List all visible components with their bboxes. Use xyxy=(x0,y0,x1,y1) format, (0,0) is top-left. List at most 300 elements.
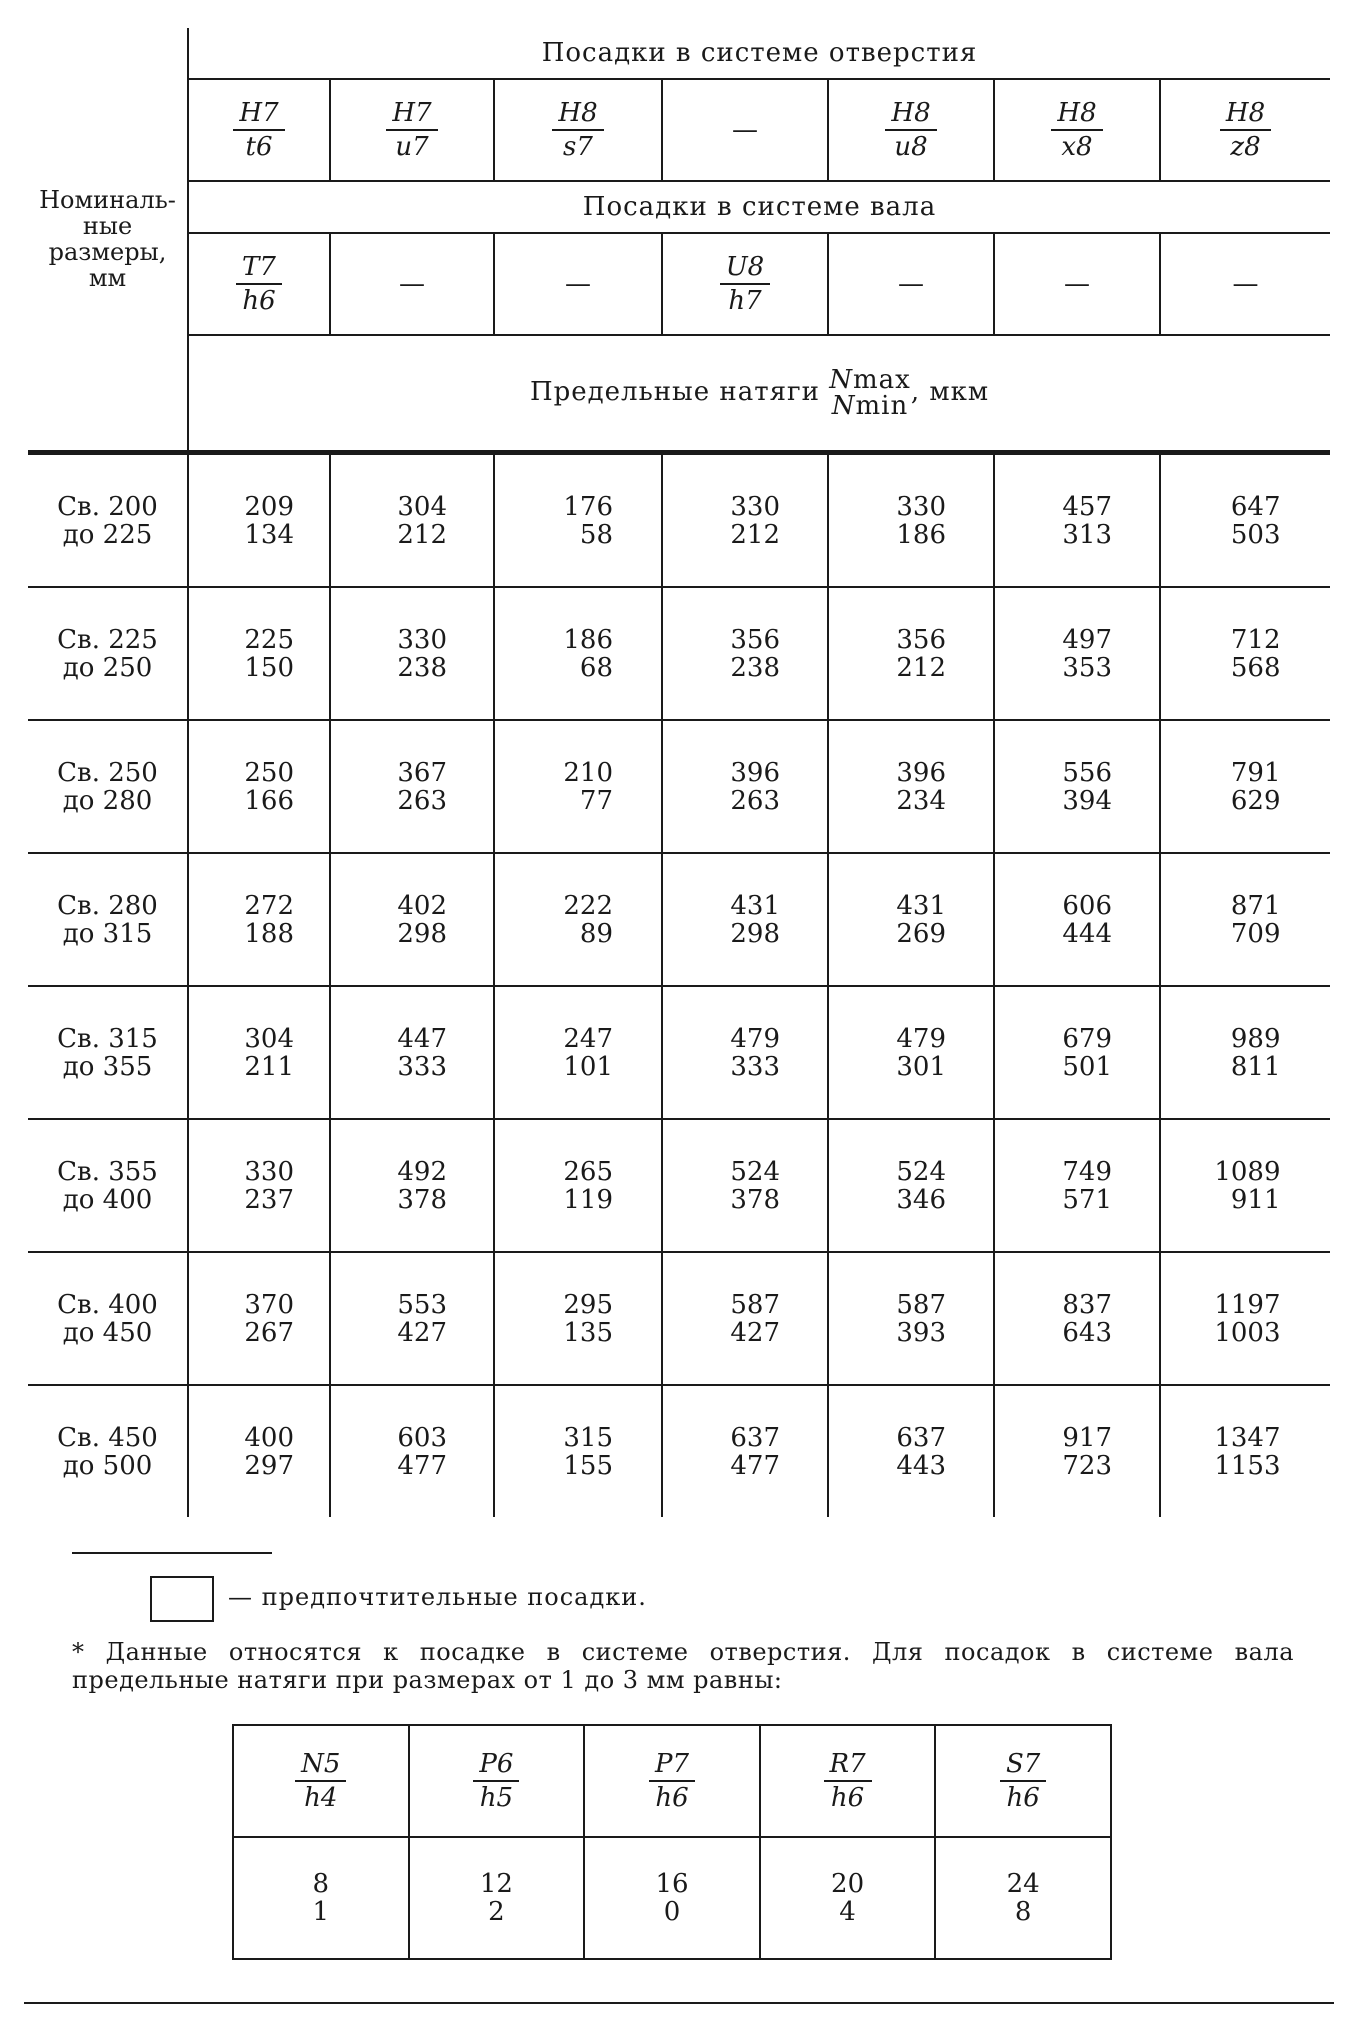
fit-fraction xyxy=(295,1750,346,1812)
n-max-value: 225 xyxy=(244,624,294,655)
fit-shaft-tolerance: s7 xyxy=(563,132,593,162)
size-from: Св. 450 xyxy=(57,1422,158,1453)
n-max-value: 402 xyxy=(397,890,447,921)
n-max-value: 396 xyxy=(896,757,946,788)
n-min-value: 166 xyxy=(244,785,294,816)
size-to: до 400 xyxy=(62,1184,153,1215)
interference-cell xyxy=(1160,853,1330,986)
n-max-value: 247 xyxy=(563,1023,613,1054)
n-min-label: min xyxy=(855,391,909,421)
fit-shaft-tolerance: h6 xyxy=(655,1783,689,1813)
n-min-value: 393 xyxy=(896,1317,946,1348)
interference-cell xyxy=(994,1385,1160,1517)
n-max-value: 553 xyxy=(397,1289,447,1320)
small-value-cell xyxy=(584,1837,760,1959)
n-min-value: 188 xyxy=(244,918,294,949)
size-range-cell xyxy=(28,587,188,720)
small-table-header-row xyxy=(233,1725,1111,1837)
table-row xyxy=(28,453,1330,588)
n-max-value: 1089 xyxy=(1214,1156,1281,1187)
n-min-value: 709 xyxy=(1230,918,1281,949)
size-to: до 500 xyxy=(62,1450,153,1481)
n-min-value: 643 xyxy=(1062,1317,1112,1348)
interference-cell xyxy=(330,1385,494,1517)
n-min-value: 911 xyxy=(1230,1184,1281,1215)
interference-cell xyxy=(494,1119,662,1252)
n-min-value: 378 xyxy=(397,1184,447,1215)
n-max-value: 524 xyxy=(896,1156,946,1187)
fit-fraction xyxy=(552,99,603,161)
n-max-value: 679 xyxy=(1062,1023,1112,1054)
n-min-value: 4 xyxy=(839,1897,856,1927)
interference-cell xyxy=(828,1119,994,1252)
n-min-value: 301 xyxy=(896,1051,946,1082)
fit-hole-tolerance: R7 xyxy=(824,1750,872,1782)
small-value-cell xyxy=(760,1837,936,1959)
n-min-value: 68 xyxy=(579,652,613,683)
n-max-value: 12 xyxy=(479,1869,513,1899)
n-max-value: 917 xyxy=(1062,1422,1112,1453)
limits-title xyxy=(188,335,1330,453)
hole-fit-cell xyxy=(330,79,494,181)
n-max-value: 330 xyxy=(730,491,780,522)
fit-shaft-tolerance: h7 xyxy=(728,286,762,316)
n-max-value: 989 xyxy=(1230,1023,1281,1054)
n-max-value: 497 xyxy=(1062,624,1112,655)
n-max-value: 330 xyxy=(244,1156,294,1187)
interference-cell xyxy=(1160,1252,1330,1385)
small-value-cell xyxy=(409,1837,585,1959)
interference-cell xyxy=(330,720,494,853)
n-max-value: 396 xyxy=(730,757,780,788)
interference-cell xyxy=(828,1385,994,1517)
fit-shaft-tolerance: h6 xyxy=(1006,1783,1040,1813)
fit-hole-tolerance: P6 xyxy=(473,1750,519,1782)
interference-cell xyxy=(1160,1385,1330,1517)
interference-cell xyxy=(662,986,828,1119)
n-max-value: 587 xyxy=(730,1289,780,1320)
n-max-value: 16 xyxy=(655,1869,689,1899)
interference-cell xyxy=(994,1119,1160,1252)
n-min-value: 186 xyxy=(896,519,946,550)
fit-fraction xyxy=(649,1750,695,1812)
n-min-value: 723 xyxy=(1062,1450,1112,1481)
size-to: до 355 xyxy=(62,1051,153,1082)
empty-fit-dash: — xyxy=(1232,269,1259,299)
nominal-size-header xyxy=(28,28,188,453)
empty-fit-dash: — xyxy=(732,115,758,145)
interference-cell xyxy=(662,453,828,588)
n-max-value: 315 xyxy=(563,1422,613,1453)
n-min-value: 2 xyxy=(488,1897,505,1927)
interference-cell xyxy=(494,986,662,1119)
n-max-value: 587 xyxy=(896,1289,946,1320)
n-max-value: 304 xyxy=(397,491,447,522)
interference-cell xyxy=(662,1119,828,1252)
interference-cell xyxy=(1160,587,1330,720)
size-from: Св. 355 xyxy=(57,1156,158,1187)
size-from: Св. 280 xyxy=(57,890,158,921)
shaft-fit-cell xyxy=(828,233,994,335)
n-min-value: 346 xyxy=(896,1184,946,1215)
shaft-system-small-table xyxy=(232,1724,1112,1960)
fit-shaft-tolerance: h4 xyxy=(304,1783,338,1813)
n-min-value: 333 xyxy=(730,1051,780,1082)
n-min-value: 150 xyxy=(244,652,294,683)
small-table-values-row xyxy=(233,1837,1111,1959)
shaft-fit-cell xyxy=(662,233,828,335)
interference-cell xyxy=(662,587,828,720)
interference-cell xyxy=(494,720,662,853)
n-min-value: 444 xyxy=(1062,918,1112,949)
limits-unit: , мкм xyxy=(910,377,990,407)
n-max-value: 603 xyxy=(397,1422,447,1453)
fit-hole-tolerance: H8 xyxy=(885,99,936,131)
n-max-value: 330 xyxy=(896,491,946,522)
size-range-cell xyxy=(28,1119,188,1252)
size-to: до 450 xyxy=(62,1317,153,1348)
interference-cell xyxy=(330,853,494,986)
table-row xyxy=(28,720,1330,853)
n-min-value: 1153 xyxy=(1214,1450,1281,1481)
fit-fraction xyxy=(720,253,770,315)
fit-fraction xyxy=(1000,1750,1046,1812)
n-max-value: 176 xyxy=(563,491,613,522)
n-min-value: 101 xyxy=(563,1051,613,1082)
hole-system-title: Посадки в системе отверстия xyxy=(188,28,1330,79)
n-max-value: 524 xyxy=(730,1156,780,1187)
n-max-value: 8 xyxy=(312,1869,330,1899)
n-min-value: 353 xyxy=(1062,652,1112,683)
legend-text: — предпочтительные посадки. xyxy=(228,1583,647,1611)
n-max-value: 209 xyxy=(244,491,294,522)
n-min-value: 298 xyxy=(730,918,780,949)
n-max-value: 871 xyxy=(1230,890,1281,921)
interference-cell xyxy=(188,986,330,1119)
size-range-cell xyxy=(28,1252,188,1385)
small-value-cell xyxy=(233,1837,409,1959)
n-max-value: 304 xyxy=(244,1023,294,1054)
fit-hole-tolerance: H7 xyxy=(386,99,437,131)
fit-fraction xyxy=(473,1750,519,1812)
shaft-fit-cell xyxy=(494,233,662,335)
n-min-value: 269 xyxy=(896,918,946,949)
footnote-rule xyxy=(72,1552,272,1554)
table-row xyxy=(28,1119,1330,1252)
interference-cell xyxy=(994,587,1160,720)
size-from: Св. 400 xyxy=(57,1289,158,1320)
n-max-value: 492 xyxy=(397,1156,447,1187)
fit-fraction xyxy=(236,253,282,315)
n-min-value: 443 xyxy=(896,1450,946,1481)
n-max-value: 370 xyxy=(244,1289,294,1320)
size-to: до 250 xyxy=(62,652,153,683)
fit-hole-tolerance: S7 xyxy=(1000,1750,1046,1782)
small-fit-cell xyxy=(584,1725,760,1837)
n-max-value: 367 xyxy=(397,757,447,788)
n-min-value: 212 xyxy=(730,519,780,550)
interference-cell xyxy=(188,1252,330,1385)
table-row xyxy=(28,1385,1330,1517)
shaft-fit-cell xyxy=(330,233,494,335)
n-min-value: 8 xyxy=(1014,1897,1032,1927)
preferred-fit-box-symbol xyxy=(150,1576,214,1622)
interference-cell xyxy=(188,587,330,720)
nominal-label-line: мм xyxy=(88,264,127,292)
size-range-cell xyxy=(28,720,188,853)
size-to: до 280 xyxy=(62,785,153,816)
n-max-value: 556 xyxy=(1062,757,1112,788)
footnote: * Данные относятся к посадке в системе отверстия. Для посадок в системе вала предельные натяги при размерах от 1 до 3 мм равны: xyxy=(72,1638,1294,1694)
hole-fit-cell xyxy=(828,79,994,181)
interference-cell xyxy=(994,453,1160,588)
n-max-value: 272 xyxy=(244,890,294,921)
n-min-value: 0 xyxy=(663,1897,681,1927)
interference-cell xyxy=(494,1252,662,1385)
fit-fraction xyxy=(386,99,437,161)
n-max-value: 479 xyxy=(896,1023,946,1054)
n-max-value: 265 xyxy=(563,1156,613,1187)
n-max-value: 837 xyxy=(1062,1289,1112,1320)
fit-hole-tolerance: H8 xyxy=(1220,99,1271,131)
n-min-value: 58 xyxy=(579,519,613,550)
table-row xyxy=(28,1252,1330,1385)
interference-cell xyxy=(494,587,662,720)
n-min-value: 427 xyxy=(730,1317,780,1348)
n-min-value: 313 xyxy=(1062,519,1112,550)
n-max-value: 1197 xyxy=(1214,1289,1281,1320)
n-max-value: 431 xyxy=(896,890,946,921)
n-max-value: 400 xyxy=(244,1422,294,1453)
fit-fraction xyxy=(1220,99,1271,161)
interference-cell xyxy=(330,986,494,1119)
n-max-value: 431 xyxy=(730,890,780,921)
size-range-cell xyxy=(28,453,188,588)
n-max-label: max xyxy=(852,365,911,395)
data-body xyxy=(28,453,1330,1518)
table-row xyxy=(28,986,1330,1119)
interference-cell xyxy=(188,1119,330,1252)
fit-fraction xyxy=(824,1750,872,1812)
n-min-value: 501 xyxy=(1062,1051,1112,1082)
fit-hole-tolerance: N5 xyxy=(295,1750,346,1782)
interference-cell xyxy=(994,853,1160,986)
fit-fraction xyxy=(1051,99,1102,161)
interference-cell xyxy=(188,453,330,588)
n-max-value: 637 xyxy=(730,1422,780,1453)
n-min-value: 135 xyxy=(563,1317,613,1348)
fit-shaft-tolerance: u7 xyxy=(395,132,429,162)
interference-cell xyxy=(662,1252,828,1385)
empty-fit-dash: — xyxy=(898,269,924,299)
empty-fit-dash: — xyxy=(1064,269,1090,299)
fit-hole-tolerance: H8 xyxy=(552,99,603,131)
n-max-value: 330 xyxy=(397,624,447,655)
fit-shaft-tolerance: z8 xyxy=(1230,132,1261,162)
interference-cell xyxy=(330,587,494,720)
fit-shaft-tolerance: t6 xyxy=(245,132,273,162)
n-min-value: 263 xyxy=(397,785,447,816)
n-min-value: 155 xyxy=(563,1450,613,1481)
nominal-label-line: ные xyxy=(82,212,133,240)
interference-cell xyxy=(330,453,494,588)
n-max-value: 637 xyxy=(896,1422,946,1453)
n-max-value: 712 xyxy=(1230,624,1281,655)
n-max-value: 356 xyxy=(896,624,946,655)
interference-cell xyxy=(1160,986,1330,1119)
n-min-value: 571 xyxy=(1062,1184,1112,1215)
n-symbol: N xyxy=(831,391,856,421)
n-min-value: 237 xyxy=(244,1184,294,1215)
n-min-value: 629 xyxy=(1230,785,1281,816)
n-max-value: 210 xyxy=(563,757,613,788)
interference-cell xyxy=(494,453,662,588)
fit-hole-tolerance: U8 xyxy=(720,253,770,285)
hole-fits-row xyxy=(28,79,1330,181)
size-to: до 315 xyxy=(62,918,153,949)
interference-cell xyxy=(828,453,994,588)
n-min-value: 503 xyxy=(1230,519,1281,550)
n-max-value: 647 xyxy=(1230,491,1281,522)
n-min-value: 134 xyxy=(244,519,294,550)
n-min-value: 333 xyxy=(397,1051,447,1082)
n-min-value: 212 xyxy=(397,519,447,550)
interference-cell xyxy=(494,853,662,986)
fit-fraction xyxy=(885,99,936,161)
interference-cell xyxy=(1160,720,1330,853)
n-max-value: 186 xyxy=(563,624,613,655)
nominal-label-line: размеры, xyxy=(48,238,167,266)
interference-cell xyxy=(1160,1119,1330,1252)
size-range-cell xyxy=(28,853,188,986)
size-from: Св. 250 xyxy=(57,757,158,788)
fit-shaft-tolerance: u8 xyxy=(894,132,928,162)
interference-cell xyxy=(330,1119,494,1252)
small-value-cell xyxy=(935,1837,1111,1959)
n-min-value: 238 xyxy=(397,652,447,683)
n-min-value: 119 xyxy=(563,1184,613,1215)
n-min-value: 298 xyxy=(397,918,447,949)
n-min-value: 811 xyxy=(1230,1051,1281,1082)
n-max-value: 457 xyxy=(1062,491,1112,522)
empty-fit-dash: — xyxy=(565,269,591,299)
fit-hole-tolerance: H7 xyxy=(233,99,284,131)
limits-title-text: Предельные натяги xyxy=(529,377,820,407)
n-min-value: 238 xyxy=(730,652,780,683)
hole-fit-cell xyxy=(1160,79,1330,181)
n-max-value: 356 xyxy=(730,624,780,655)
hole-fit-cell xyxy=(494,79,662,181)
n-max-value: 24 xyxy=(1006,1869,1040,1899)
interference-cell xyxy=(330,1252,494,1385)
interference-cell xyxy=(188,720,330,853)
shaft-fit-cell xyxy=(188,233,330,335)
n-min-value: 477 xyxy=(397,1450,447,1481)
interference-cell xyxy=(662,720,828,853)
shaft-fits-row xyxy=(28,233,1330,335)
n-min-value: 477 xyxy=(730,1450,780,1481)
fit-hole-tolerance: P7 xyxy=(649,1750,695,1782)
interference-cell xyxy=(662,853,828,986)
interference-cell xyxy=(1160,453,1330,588)
n-min-value: 1003 xyxy=(1214,1317,1281,1348)
n-symbol: N xyxy=(829,365,853,395)
n-min-value: 568 xyxy=(1230,652,1281,683)
n-min-value: 263 xyxy=(730,785,780,816)
fit-shaft-tolerance: x8 xyxy=(1061,132,1093,162)
interference-cell xyxy=(828,720,994,853)
n-min-value: 212 xyxy=(896,652,946,683)
interference-cell xyxy=(994,720,1160,853)
fit-shaft-tolerance: h6 xyxy=(830,1783,865,1813)
interference-cell xyxy=(662,1385,828,1517)
size-from: Св. 200 xyxy=(57,491,158,522)
size-from: Св. 315 xyxy=(57,1023,158,1054)
n-min-value: 1 xyxy=(312,1897,330,1927)
interference-cell xyxy=(828,587,994,720)
fit-fraction xyxy=(233,99,284,161)
small-fit-cell xyxy=(935,1725,1111,1837)
nominal-label-line: Номиналь- xyxy=(39,186,176,214)
n-min-value: 211 xyxy=(244,1051,294,1082)
interference-cell xyxy=(994,986,1160,1119)
interference-cell xyxy=(828,986,994,1119)
table-row xyxy=(28,853,1330,986)
fit-hole-tolerance: T7 xyxy=(236,253,282,285)
fit-hole-tolerance: H8 xyxy=(1051,99,1102,131)
n-max-value: 20 xyxy=(831,1869,865,1899)
interference-cell xyxy=(828,853,994,986)
n-max-value: 222 xyxy=(563,890,613,921)
empty-fit-dash: — xyxy=(399,269,425,299)
n-min-value: 234 xyxy=(896,785,946,816)
shaft-fit-cell xyxy=(1160,233,1330,335)
interference-cell xyxy=(494,1385,662,1517)
interference-cell xyxy=(828,1252,994,1385)
n-min-value: 89 xyxy=(579,918,613,949)
n-min-value: 77 xyxy=(579,785,613,816)
hole-fit-cell xyxy=(188,79,330,181)
interference-cell xyxy=(188,1385,330,1517)
shaft-system-title: Посадки в системе вала xyxy=(188,181,1330,233)
n-max-value: 295 xyxy=(563,1289,613,1320)
n-max-value: 479 xyxy=(730,1023,780,1054)
n-max-value: 749 xyxy=(1062,1156,1112,1187)
small-fit-cell xyxy=(760,1725,936,1837)
n-max-value: 250 xyxy=(244,757,294,788)
n-max-value: 606 xyxy=(1062,890,1112,921)
size-range-cell xyxy=(28,986,188,1119)
shaft-fit-cell xyxy=(994,233,1160,335)
n-min-value: 297 xyxy=(244,1450,294,1481)
fit-shaft-tolerance: h6 xyxy=(242,286,276,316)
limits-symbol xyxy=(829,367,911,419)
interference-fits-table xyxy=(28,28,1330,1517)
n-max-value: 791 xyxy=(1230,757,1281,788)
fit-shaft-tolerance: h5 xyxy=(479,1783,514,1813)
size-range-cell xyxy=(28,1385,188,1517)
n-min-value: 427 xyxy=(397,1317,447,1348)
n-min-value: 378 xyxy=(730,1184,780,1215)
n-max-value: 447 xyxy=(397,1023,447,1054)
n-max-value: 1347 xyxy=(1214,1422,1281,1453)
n-min-value: 394 xyxy=(1062,785,1112,816)
n-min-value: 267 xyxy=(244,1317,294,1348)
interference-cell xyxy=(994,1252,1160,1385)
page-bottom-rule xyxy=(24,2002,1334,2004)
size-from: Св. 225 xyxy=(57,624,158,655)
interference-cell xyxy=(188,853,330,986)
